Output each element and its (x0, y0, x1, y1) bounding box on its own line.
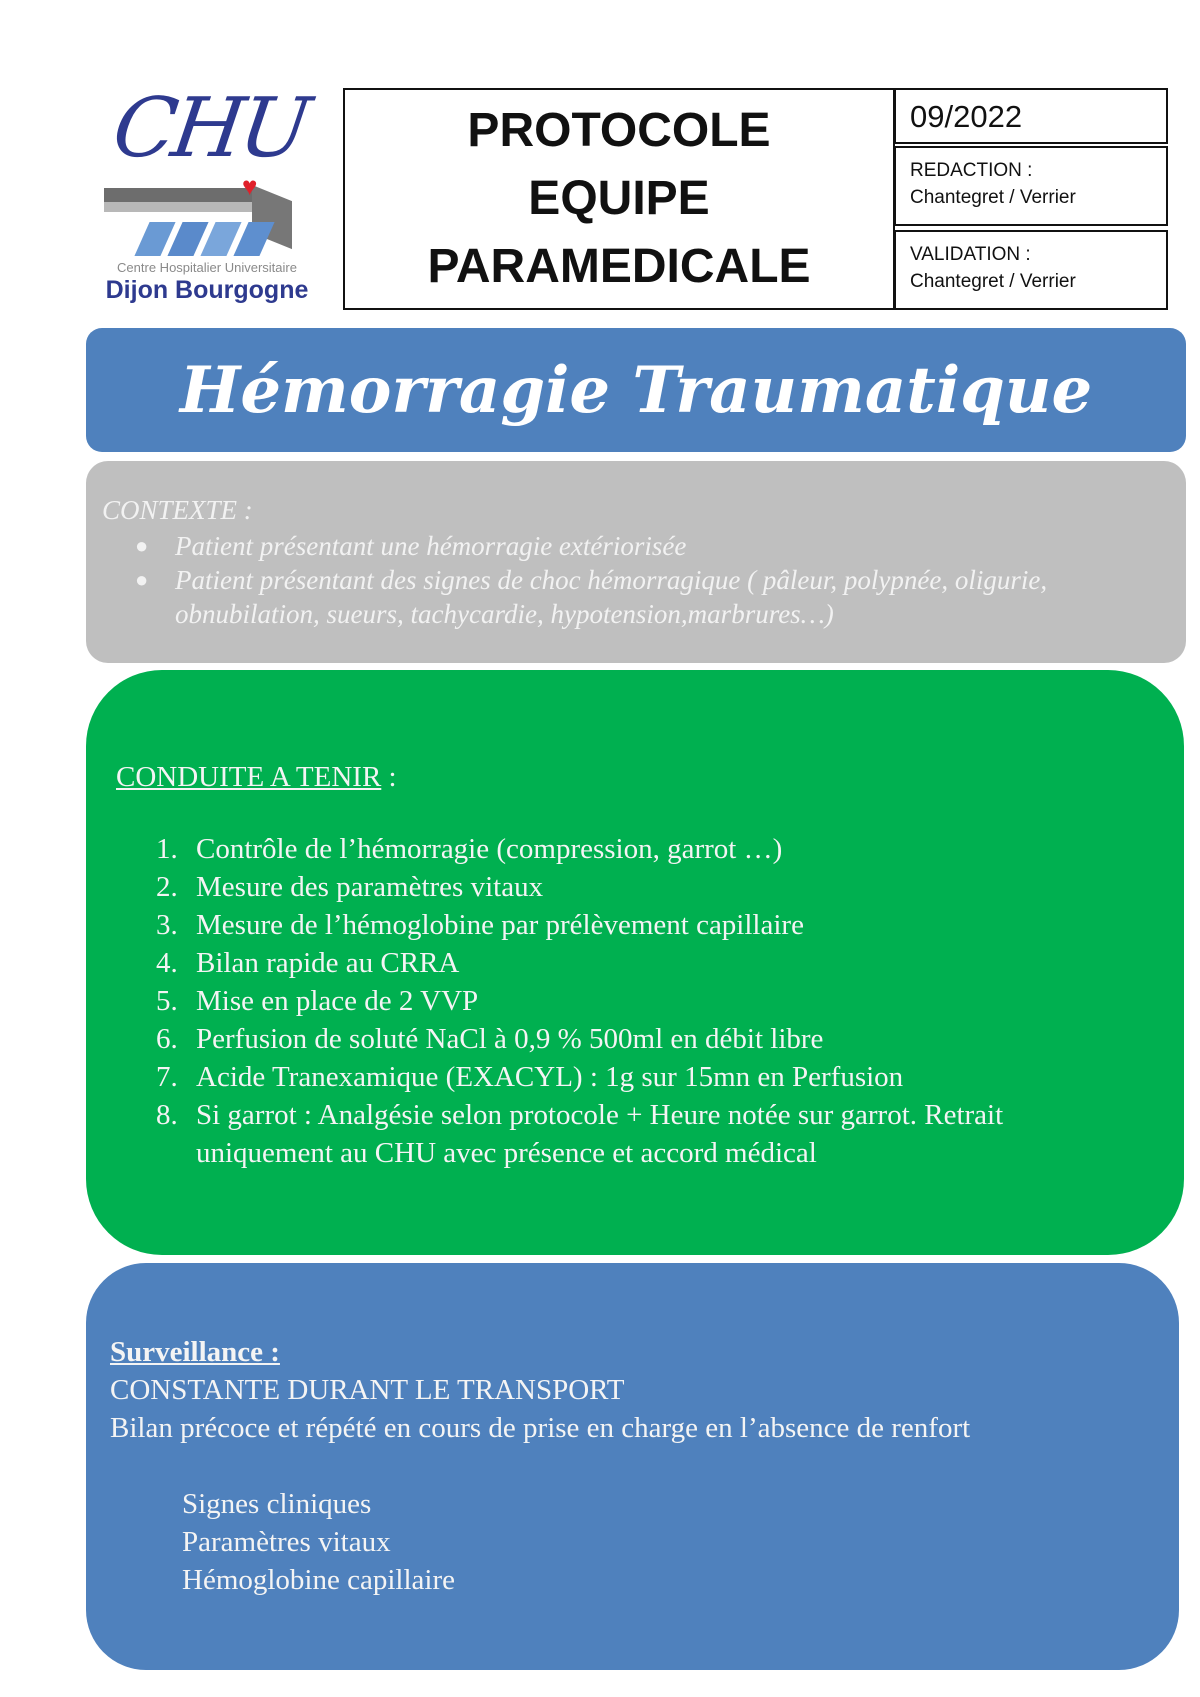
validation-label: VALIDATION : (910, 244, 1031, 265)
bullet-icon: ● (135, 567, 149, 592)
logo-mark: CHU (107, 81, 313, 176)
surveillance-heading: Surveillance : (110, 1336, 280, 1368)
surveillance-line-1: CONSTANTE DURANT LE TRANSPORT (110, 1374, 625, 1406)
date-box (894, 88, 1168, 144)
conduite-section (86, 670, 1184, 1255)
validation-box (894, 230, 1168, 310)
document-date: 09/2022 (910, 99, 1023, 134)
redaction-box (894, 146, 1168, 226)
step-item: 6. Perfusion de soluté NaCl à 0,9 % 500ml en débit libre (156, 1023, 824, 1055)
context-item: ● Patient présentant une hémorragie extériorisée (135, 531, 687, 561)
title-line-1: PROTOCOLE (467, 104, 771, 157)
step-item: 7. Acide Tranexamique (EXACYL) : 1g sur 15mn en Perfusion (156, 1061, 904, 1093)
bullet-icon: ● (135, 533, 149, 558)
surveillance-item: Signes cliniques (182, 1488, 372, 1520)
conduite-heading: CONDUITE A TENIR : (116, 761, 397, 793)
redaction-value: Chantegret / Verrier (910, 187, 1076, 208)
step-item: 1. Contrôle de l’hémorragie (compression, garrot …) (156, 833, 783, 865)
surveillance-item: Paramètres vitaux (182, 1526, 391, 1558)
step-item: 8. Si garrot : Analgésie selon protocole + Heure notée sur garrot. Retrait uniquement au CHU avec présence et accord médical (156, 1099, 1004, 1169)
title-line-2: EQUIPE (528, 172, 710, 225)
logo-bar-dark (104, 188, 254, 202)
protocol-title-box (343, 88, 895, 310)
chu-logo (92, 81, 322, 304)
step-item: 2. Mesure des paramètres vitaux (156, 871, 544, 903)
heart-icon: ♥ (242, 172, 258, 201)
title-line-3: PARAMEDICALE (427, 240, 811, 293)
conduite-steps (116, 830, 1154, 1172)
context-label: CONTEXTE : (102, 495, 253, 525)
surveillance-item: Hémoglobine capillaire (182, 1564, 455, 1596)
validation-value: Chantegret / Verrier (910, 271, 1076, 292)
step-item: 3. Mesure de l’hémoglobine par prélèvement capillaire (156, 909, 804, 941)
step-item: 5. Mise en place de 2 VVP (156, 985, 479, 1017)
context-item: ● Patient présentant des signes de choc hémorragique ( pâleur, polypnée, oligurie, obnubilation, sueurs, tachycardie, hypotension,marbrures…) (135, 565, 1048, 629)
surveillance-line-2: Bilan précoce et répété en cours de prise en charge en l’absence de renfort (110, 1412, 971, 1444)
logo-bar-light (104, 202, 254, 212)
surveillance-items (110, 1485, 1159, 1599)
page-title: Hémorragie Traumatique (179, 352, 1093, 428)
context-section (86, 461, 1186, 663)
logo-stripes (142, 222, 272, 256)
surveillance-section (86, 1263, 1179, 1670)
step-item: 4. Bilan rapide au CRRA (156, 947, 460, 979)
context-list (102, 529, 1186, 631)
redaction-label: REDACTION : (910, 160, 1033, 181)
logo-city: Dijon Bourgogne (105, 276, 309, 304)
title-banner (86, 328, 1186, 452)
logo-subtitle: Centre Hospitalier Universitaire (117, 260, 297, 275)
